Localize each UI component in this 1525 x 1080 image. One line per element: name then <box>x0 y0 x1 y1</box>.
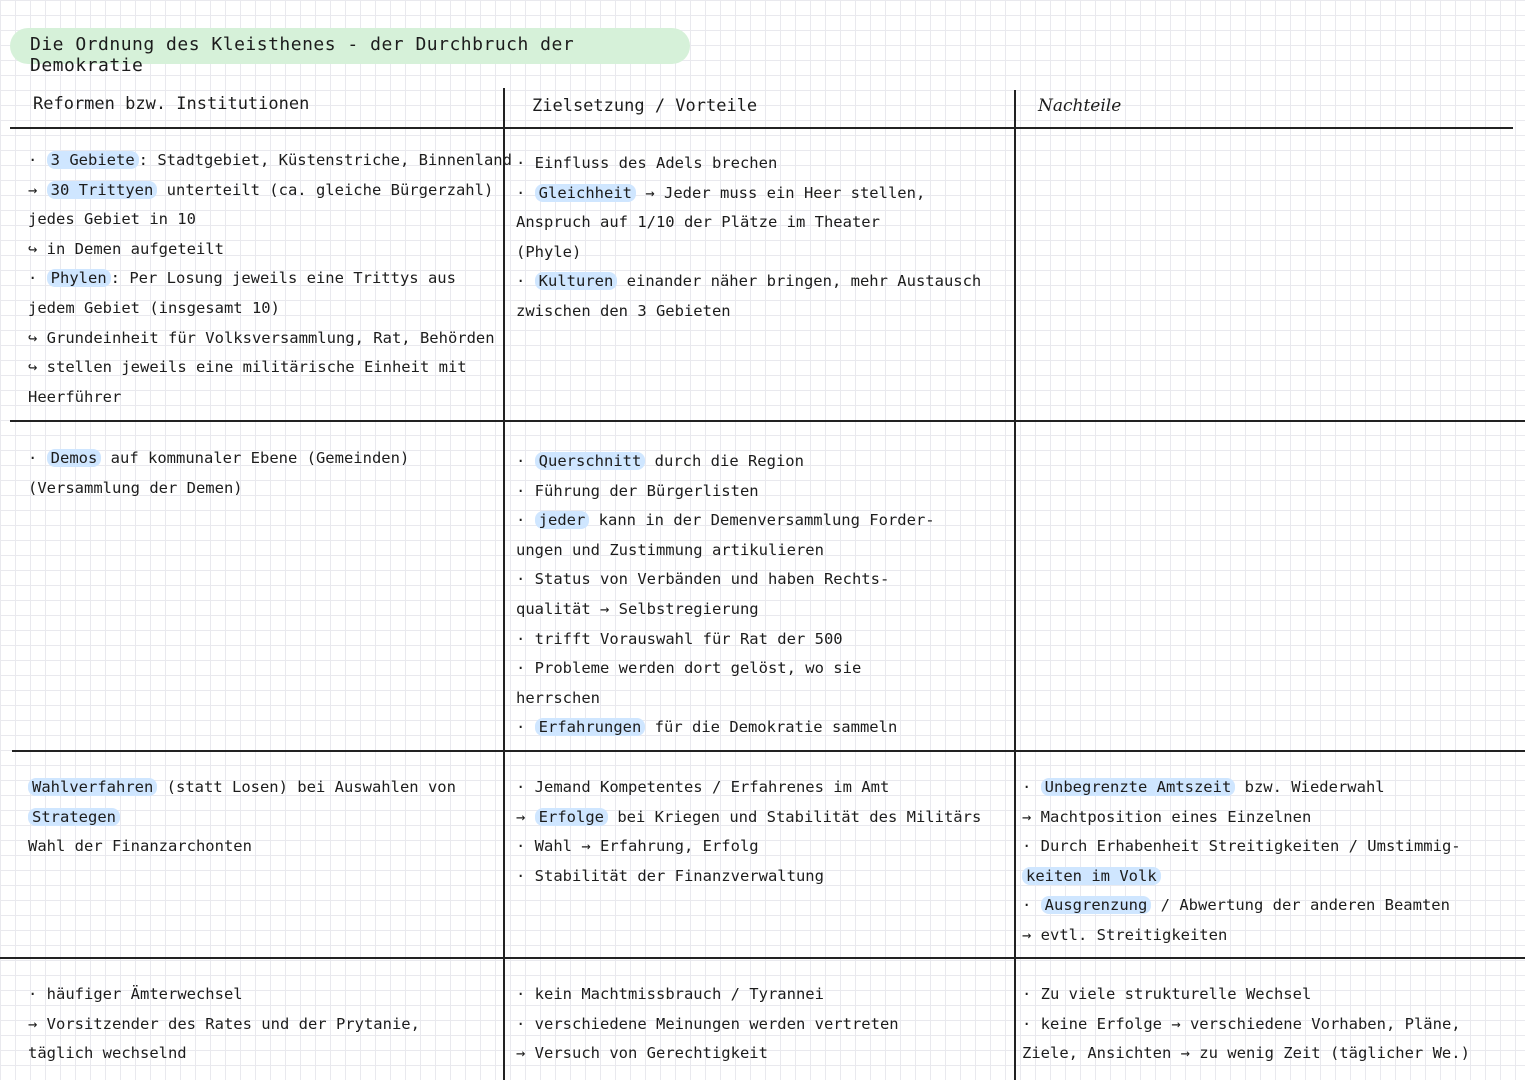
note-text: (statt Losen) bei Auswahlen von <box>157 778 456 796</box>
column-divider-1 <box>503 88 505 1080</box>
highlighted-term: Gleichheit <box>535 184 636 202</box>
note-text: Wahl der Finanzarchonten <box>28 837 252 856</box>
note-line <box>516 181 925 205</box>
note-line <box>1022 834 1461 858</box>
note-line <box>516 567 889 591</box>
note-line <box>28 326 495 350</box>
note-line <box>28 476 243 500</box>
note-line <box>28 834 252 858</box>
note-line <box>28 296 280 320</box>
highlighted-term: Erfolge <box>535 808 608 826</box>
highlighted-term: Strategen <box>28 808 120 826</box>
note-text: : Stadtgebiet, Küstenstriche, Binnenland <box>138 151 512 169</box>
bullet-marker: · <box>1022 896 1041 915</box>
note-line <box>28 385 121 409</box>
note-text: herrschen <box>516 688 600 707</box>
note-text: Machtposition eines Einzelnen <box>1040 807 1312 826</box>
row-divider-3 <box>0 957 1525 959</box>
note-text: täglich wechselnd <box>28 1044 187 1063</box>
note-line <box>1022 805 1311 829</box>
note-text: (Versammlung der Demen) <box>28 478 243 497</box>
bullet-marker: · <box>1022 1014 1041 1033</box>
note-text: / Abwertung der anderen Beamten <box>1151 896 1450 915</box>
note-text: Durch Erhabenheit Streitigkeiten / Umstimmig- <box>1040 837 1461 856</box>
note-text: keine Erfolge → verschiedene Vorhaben, Pläne, <box>1040 1014 1461 1033</box>
bullet-marker: · <box>28 985 47 1003</box>
note-line <box>516 210 880 234</box>
note-text: trifft Vorauswahl für Rat der 500 <box>534 629 843 648</box>
row-divider-1 <box>10 420 1525 422</box>
header-zielsetzung: Zielsetzung / Vorteile <box>532 96 758 116</box>
note-text: bzw. Wiederwahl <box>1235 778 1385 796</box>
highlighted-term: 30 Trittyen <box>47 181 158 199</box>
header-rule <box>10 127 1513 129</box>
note-text: Führung der Bürgerlisten <box>534 481 759 500</box>
note-text: Einfluss des Adels brechen <box>534 154 778 172</box>
bullet-marker: → <box>28 180 47 199</box>
note-text: Wahl → Erfahrung, Erfolg <box>534 837 759 856</box>
note-line <box>1022 893 1450 917</box>
note-line <box>516 775 889 799</box>
bullet-marker: · <box>516 837 535 856</box>
note-line <box>28 775 456 799</box>
highlighted-term: Phylen <box>47 269 111 287</box>
note-text: unterteilt (ca. gleiche Bürgerzahl) <box>157 180 494 199</box>
highlighted-term: Demos <box>47 449 102 467</box>
note-line <box>516 656 861 680</box>
bullet-marker: · <box>516 659 535 678</box>
bullet-marker: · <box>516 570 535 589</box>
note-line <box>28 178 493 202</box>
highlighted-term: jeder <box>535 511 590 529</box>
bullet-marker: · <box>1022 778 1041 796</box>
bullet-marker: · <box>28 151 47 169</box>
note-text: für die Demokratie sammeln <box>645 718 898 737</box>
note-text: bei Kriegen und Stabilität des Militärs <box>608 807 982 826</box>
page-title-highlight <box>10 28 690 76</box>
note-line <box>28 237 224 261</box>
bullet-marker: · <box>1022 985 1041 1003</box>
highlighted-term: Erfahrungen <box>535 718 646 736</box>
note-text: Status von Verbänden und haben Rechts- <box>534 570 890 589</box>
note-text: ungen und Zustimmung artikulieren <box>516 540 824 559</box>
note-line <box>516 151 777 175</box>
note-text: in Demen aufgeteilt <box>46 239 224 258</box>
bullet-marker: · <box>28 269 47 288</box>
note-text: jedes Gebiet in 10 <box>28 210 196 229</box>
note-text: Zu viele strukturelle Wechsel <box>1040 985 1312 1003</box>
note-line <box>516 449 804 473</box>
note-text: (Phyle) <box>516 242 582 261</box>
note-line <box>1022 982 1311 1006</box>
bullet-marker: → <box>516 1044 535 1063</box>
note-line <box>516 538 824 562</box>
note-line <box>516 1012 899 1036</box>
note-text: Anspruch auf 1/10 der Plätze im Theater <box>516 213 880 232</box>
bullet-marker: · <box>516 985 535 1003</box>
page-title: Die Ordnung des Kleisthenes - der Durchbruch der Demokratie <box>30 34 575 76</box>
bullet-marker: → <box>1022 807 1041 826</box>
note-text: auf kommunaler Ebene (Gemeinden) <box>101 449 410 467</box>
note-line <box>28 1041 187 1065</box>
bullet-marker: · <box>516 481 535 500</box>
bullet-marker: · <box>516 452 535 470</box>
note-text: Vorsitzender des Rates und der Prytanie, <box>46 1014 420 1033</box>
note-line <box>28 1012 420 1036</box>
note-text: durch die Region <box>645 452 804 470</box>
note-text: Versuch von Gerechtigkeit <box>534 1044 768 1063</box>
header-reformen: Reformen bzw. Institutionen <box>33 94 310 114</box>
bullet-marker: · <box>516 629 535 648</box>
note-line <box>516 715 897 739</box>
note-text: kann in der Demenversammlung Forder- <box>589 511 935 530</box>
note-text: Heerführer <box>28 387 122 406</box>
note-text: Stabilität der Finanzverwaltung <box>534 866 824 885</box>
note-text: stellen jeweils eine militärische Einheit mit <box>46 358 467 377</box>
note-text: Jemand Kompetentes / Erfahrenes im Amt <box>534 778 890 796</box>
note-line <box>516 805 981 829</box>
column-divider-2 <box>1014 90 1016 1080</box>
bullet-marker: → <box>516 807 535 826</box>
bullet-marker: · <box>516 1014 535 1033</box>
bullet-marker: ↪ <box>28 358 47 377</box>
highlighted-term: 3 Gebiete <box>47 151 139 169</box>
note-text: einander näher bringen, mehr Austausch <box>617 272 982 291</box>
note-line <box>1022 923 1227 947</box>
note-text: Grundeinheit für Volksversammlung, Rat, Behörden <box>46 328 495 347</box>
bullet-marker: → <box>1022 926 1041 944</box>
header-nachteile: Nachteile <box>1038 96 1122 116</box>
highlighted-term: Querschnitt <box>535 452 646 470</box>
note-line <box>516 269 981 293</box>
note-line <box>28 805 120 829</box>
note-line <box>516 479 759 503</box>
note-line <box>516 982 824 1006</box>
bullet-marker: · <box>516 511 535 530</box>
note-text: kein Machtmissbrauch / Tyrannei <box>534 985 824 1003</box>
note-line <box>28 148 512 172</box>
bullet-marker: · <box>28 449 47 467</box>
bullet-marker: · <box>516 718 535 737</box>
bullet-marker: · <box>516 154 535 172</box>
note-text: Ziele, Ansichten → zu wenig Zeit (täglicher We.) <box>1022 1044 1470 1063</box>
note-text: jedem Gebiet (insgesamt 10) <box>28 299 280 317</box>
note-text: verschiedene Meinungen werden vertreten <box>534 1014 899 1033</box>
note-line <box>28 982 243 1006</box>
bullet-marker: → <box>28 1014 47 1033</box>
note-line <box>516 834 759 858</box>
note-text: : Per Losung jeweils eine Trittys aus <box>110 269 456 288</box>
note-line <box>28 355 467 379</box>
highlighted-term: Wahlverfahren <box>28 778 157 796</box>
highlighted-term: Ausgrenzung <box>1041 896 1152 914</box>
highlighted-term: keiten im Volk <box>1022 867 1161 885</box>
note-line <box>516 627 843 651</box>
bullet-marker: · <box>516 183 535 202</box>
note-line <box>516 299 731 323</box>
note-line <box>516 1041 768 1065</box>
bullet-marker: · <box>516 272 535 291</box>
note-line <box>28 207 196 231</box>
note-text: → Jeder muss ein Heer stellen, <box>636 183 926 202</box>
bullet-marker: ↪ <box>28 328 47 347</box>
row-divider-2 <box>12 750 1525 752</box>
note-line <box>516 508 935 532</box>
note-line <box>516 686 600 710</box>
note-line <box>28 446 409 470</box>
note-text: häufiger Ämterwechsel <box>46 985 243 1003</box>
note-line <box>516 240 581 264</box>
note-line <box>1022 775 1385 799</box>
bullet-marker: · <box>1022 837 1041 856</box>
bullet-marker: · <box>516 778 535 796</box>
note-text: evtl. Streitigkeiten <box>1040 926 1228 944</box>
bullet-marker: ↪ <box>28 239 47 258</box>
note-line <box>1022 864 1161 888</box>
bullet-marker: · <box>516 866 535 885</box>
highlighted-term: Unbegrenzte Amtszeit <box>1041 778 1236 796</box>
note-line <box>28 266 456 290</box>
note-text: qualität → Selbstregierung <box>516 600 759 618</box>
note-text: zwischen den 3 Gebieten <box>516 302 731 320</box>
note-line <box>516 864 824 888</box>
note-line <box>516 597 759 621</box>
note-text: Probleme werden dort gelöst, wo sie <box>534 659 862 678</box>
note-line <box>1022 1012 1461 1036</box>
note-line <box>1022 1041 1470 1065</box>
highlighted-term: Kulturen <box>535 272 618 290</box>
